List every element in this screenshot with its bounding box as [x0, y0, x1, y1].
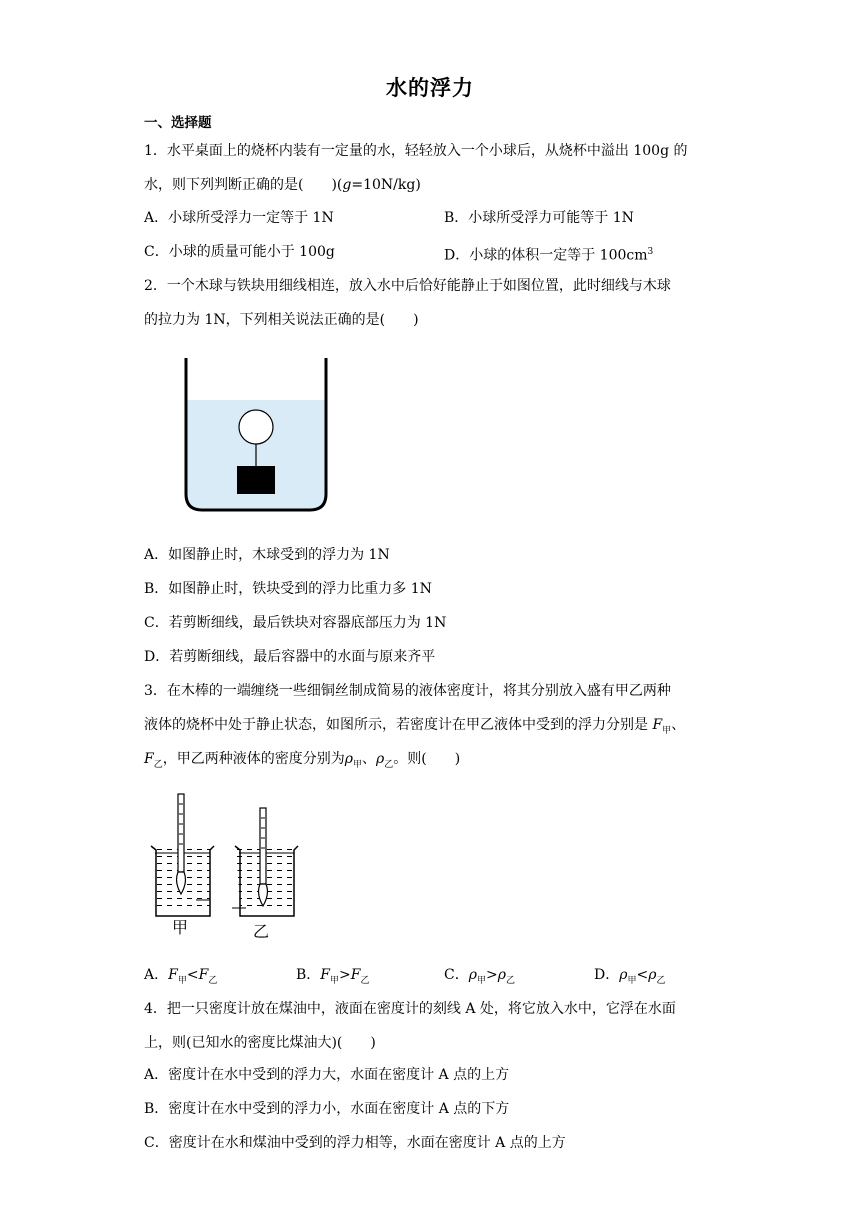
beaker-yi	[232, 808, 298, 916]
q1-stem-line2: 水，则下列判断正确的是( )(g=10N/kg)	[144, 177, 421, 193]
wooden-ball	[239, 410, 273, 444]
q2-option-d: D．若剪断细线，最后容器中的水面与原来齐平	[144, 649, 436, 665]
q1-option-c: C．小球的质量可能小于 100g	[144, 244, 335, 260]
q2-option-b: B．如图静止时，铁块受到的浮力比重力多 1N	[144, 581, 432, 597]
q2-option-a: A．如图静止时，木球受到的浮力为 1N	[144, 547, 390, 563]
iron-block	[237, 466, 275, 494]
page-title: 水的浮力	[386, 76, 474, 100]
q1-option-a: A．小球所受浮力一定等于 1N	[144, 210, 334, 226]
q1-option-d: D．小球的体积一定等于 $100cm^3$	[444, 247, 654, 264]
figure-label-yi: 乙	[253, 922, 270, 941]
q3-stem-line3: $F_乙$，甲乙两种液体的密度分别为$\rho_甲$、$\rho_乙$。则( )	[144, 751, 461, 770]
q3-hydrometer-figure	[146, 790, 306, 946]
q2-option-c: C．若剪断细线，最后铁块对容器底部压力为 1N	[144, 615, 447, 631]
q1-option-b: B．小球所受浮力可能等于 1N	[444, 210, 634, 226]
q4-option-b: B．密度计在水中受到的浮力小，水面在密度计 A 点的下方	[144, 1101, 510, 1117]
q4-stem-line2: 上，则(已知水的密度比煤油大)( )	[144, 1035, 376, 1051]
q3-stem-line1: 3．在木棒的一端缠绕一些细铜丝制成简易的液体密度计，将其分别放入盛有甲乙两种	[144, 683, 671, 699]
q2-container-figure	[176, 356, 336, 516]
section-heading: 一、选择题	[144, 115, 212, 131]
q4-option-c: C．密度计在水和煤油中受到的浮力相等，水面在密度计 A 点的上方	[144, 1135, 566, 1151]
q3-option-d: D．$\rho_甲<\rho_乙$	[594, 967, 666, 986]
figure-label-jia: 甲	[172, 918, 189, 937]
q4-stem-line1: 4．把一只密度计放在煤油中，液面在密度计的刻线 A 处，将它放入水中，它浮在水面	[144, 1001, 676, 1017]
beaker-jia	[151, 794, 214, 916]
q3-stem-line2: 液体的烧杯中处于静止状态，如图所示，若密度计在甲乙液体中受到的浮力分别是 $F_甲$、	[144, 717, 686, 736]
q2-stem-line1: 2．一个木球与铁块用细线相连，放入水中后恰好能静止于如图位置，此时细线与木球	[144, 278, 671, 294]
q1-stem-line1: 1．水平桌面上的烧杯内装有一定量的水，轻轻放入一个小球后，从烧杯中溢出 100g 的	[144, 143, 688, 159]
q3-option-a: A．$F_甲<F_乙$	[144, 967, 218, 986]
q3-option-c: C．$\rho_甲>\rho_乙$	[444, 967, 515, 986]
q4-option-a: A．密度计在水中受到的浮力大，水面在密度计 A 点的上方	[144, 1067, 510, 1083]
q3-option-b: B．$F_甲>F_乙$	[296, 967, 370, 986]
q2-stem-line2: 的拉力为 1N，下列相关说法正确的是( )	[144, 312, 419, 328]
